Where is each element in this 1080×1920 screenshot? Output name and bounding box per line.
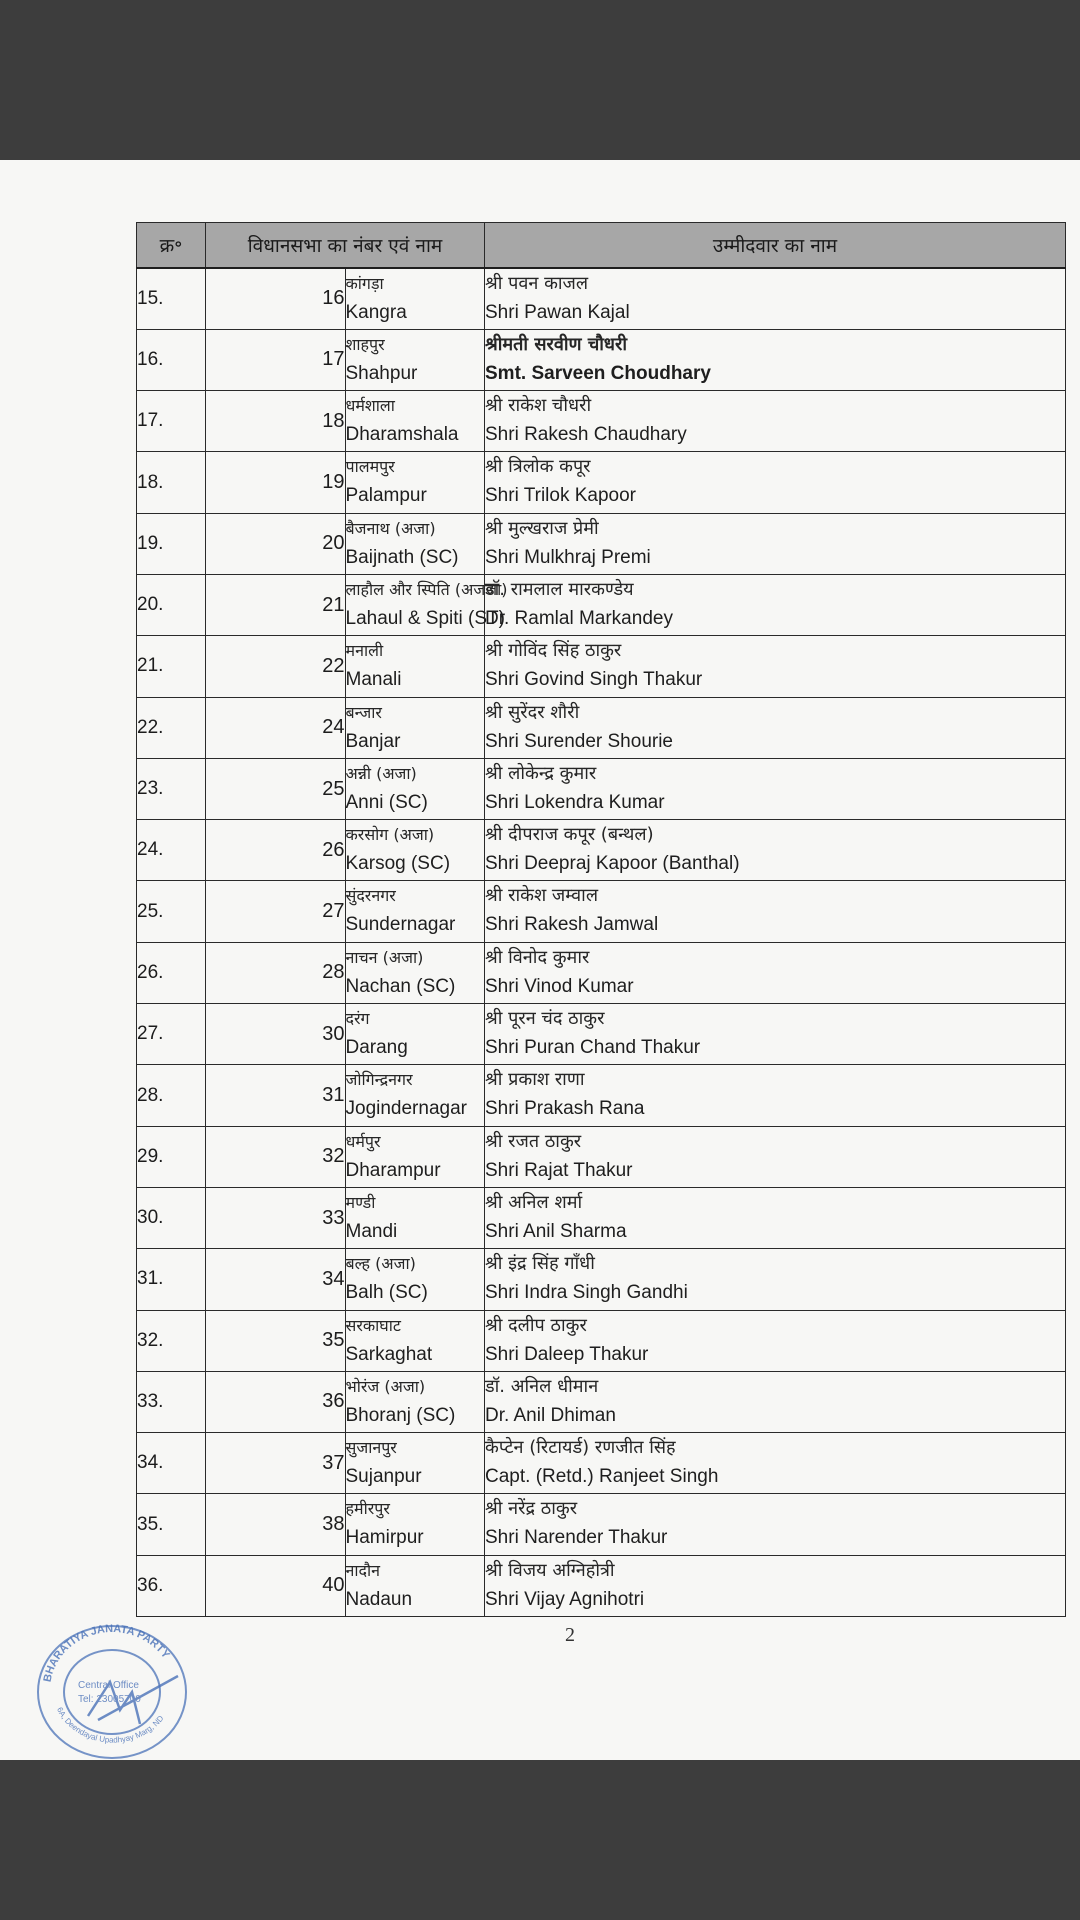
candidate-name-english: Shri Daleep Thakur	[485, 1343, 649, 1365]
candidate-name-hindi: श्री नरेंद्र ठाकुर	[485, 1498, 578, 1520]
candidate-name	[485, 1126, 1066, 1187]
candidate-name-hindi: डॉ. अनिल धीमान	[485, 1375, 599, 1397]
constituency-name-hindi: धर्मपुर	[345, 1131, 381, 1151]
table-row	[137, 1555, 1066, 1616]
candidate-name-hindi: श्री राकेश जम्वाल	[485, 885, 599, 907]
constituency-number: 25	[206, 758, 346, 819]
table-row	[137, 697, 1066, 758]
candidate-name	[485, 820, 1066, 881]
serial-number: 22.	[137, 697, 206, 758]
candidate-name-english: Shri Prakash Rana	[485, 1098, 645, 1120]
constituency-name-english: Nachan (SC)	[345, 975, 456, 997]
header-constituency: विधानसभा का नंबर एवं नाम	[206, 223, 485, 269]
constituency-name-english: Sundernagar	[345, 914, 456, 936]
constituency-name-english: Sarkaghat	[345, 1343, 433, 1365]
table-row	[137, 1187, 1066, 1248]
candidate-name	[485, 1371, 1066, 1432]
candidate-name	[485, 942, 1066, 1003]
table-row	[137, 1433, 1066, 1494]
stamp-inner-text-1: Central Office	[78, 1680, 139, 1691]
constituency-name-hindi: भोरंज (अजा)	[345, 1376, 426, 1396]
candidate-name	[485, 513, 1066, 574]
candidate-name-english: Shri Surender Shourie	[485, 730, 673, 752]
candidate-name-hindi: श्री दलीप ठाकुर	[485, 1314, 587, 1336]
table-row	[137, 636, 1066, 697]
serial-number: 23.	[137, 758, 206, 819]
constituency-number: 35	[206, 1310, 346, 1371]
serial-number: 34.	[137, 1433, 206, 1494]
candidate-name-hindi: श्री विजय अग्निहोत्री	[485, 1559, 615, 1581]
constituency-name-english: Shahpur	[345, 362, 418, 384]
candidate-name-english: Shri Govind Singh Thakur	[485, 669, 703, 691]
candidate-name-hindi: कैप्टेन (रिटायर्ड) रणजीत सिंह	[485, 1437, 676, 1459]
constituency-name-english: Nadaun	[345, 1588, 413, 1610]
stamp-inner-text-2: Tel: 23005700	[78, 1694, 141, 1705]
constituency-name	[345, 1371, 485, 1432]
table-body	[137, 268, 1066, 1617]
candidate-name-hindi: डॉ. रामलाल मारकण्डेय	[485, 578, 634, 600]
page-number: 2	[565, 1624, 575, 1646]
serial-number: 15.	[137, 268, 206, 329]
serial-number: 33.	[137, 1371, 206, 1432]
serial-number: 31.	[137, 1249, 206, 1310]
candidate-name-english: Shri Puran Chand Thakur	[485, 1037, 701, 1059]
constituency-name-hindi: दरंग	[345, 1009, 370, 1029]
svg-text:BHARATIYA JANATA PARTY	[42, 1623, 172, 1683]
candidate-name	[485, 636, 1066, 697]
serial-number: 16.	[137, 329, 206, 390]
constituency-name-english: Palampur	[345, 485, 427, 507]
constituency-number: 34	[206, 1249, 346, 1310]
candidate-name-english: Smt. Sarveen Choudhary	[485, 362, 711, 384]
constituency-number: 31	[206, 1065, 346, 1126]
candidate-name-hindi: श्री अनिल शर्मा	[485, 1191, 583, 1213]
constituency-name	[345, 758, 485, 819]
constituency-number: 17	[206, 329, 346, 390]
candidate-name-english: Capt. (Retd.) Ranjeet Singh	[485, 1466, 719, 1488]
constituency-name-english: Kangra	[345, 302, 407, 323]
candidate-name-english: Shri Anil Sharma	[485, 1220, 627, 1242]
constituency-name	[345, 574, 508, 635]
table-row	[137, 268, 1066, 329]
constituency-number: 36	[206, 1371, 346, 1432]
constituency-name-hindi: करसोग (अजा)	[345, 825, 435, 845]
constituency-name-english: Manali	[345, 669, 402, 691]
serial-number: 21.	[137, 636, 206, 697]
table-row	[137, 1494, 1066, 1555]
serial-number: 36.	[137, 1555, 206, 1616]
document-page	[0, 160, 1080, 1760]
serial-number: 24.	[137, 820, 206, 881]
table-row	[137, 1310, 1066, 1371]
table-row	[137, 758, 1066, 819]
candidate-name	[485, 1065, 1066, 1126]
candidate-name-hindi: श्री रजत ठाकुर	[485, 1130, 582, 1152]
table-row	[137, 1249, 1066, 1310]
table-row	[137, 881, 1066, 942]
constituency-number: 26	[206, 820, 346, 881]
table-row	[137, 329, 1066, 390]
constituency-name	[345, 452, 485, 513]
table-row	[137, 820, 1066, 881]
candidate-name-english: Dr. Anil Dhiman	[485, 1404, 616, 1426]
candidate-name-english: Shri Deepraj Kapoor (Banthal)	[485, 853, 740, 875]
constituency-name-hindi: अन्नी (अजा)	[345, 763, 417, 783]
constituency-name-english: Jogindernagar	[345, 1098, 467, 1120]
constituency-name-hindi: जोगिन्द्रनगर	[345, 1070, 413, 1090]
constituency-name	[345, 513, 485, 574]
constituency-name	[345, 1555, 485, 1616]
constituency-name-english: Dharampur	[345, 1159, 441, 1181]
candidate-name	[485, 697, 1066, 758]
serial-number: 29.	[137, 1126, 206, 1187]
constituency-name-hindi: मण्डी	[345, 1192, 376, 1212]
constituency-number: 18	[206, 391, 346, 452]
candidate-name-hindi: श्री पवन काजल	[485, 273, 589, 294]
constituency-name-hindi: धर्मशाला	[345, 396, 395, 416]
constituency-number: 33	[206, 1187, 346, 1248]
constituency-name-hindi: बल्ह (अजा)	[345, 1254, 416, 1274]
candidate-name	[485, 391, 1066, 452]
candidate-name-english: Dr. Ramlal Markandey	[485, 607, 673, 629]
constituency-name	[345, 1065, 485, 1126]
candidate-name	[485, 1433, 1066, 1494]
constituency-name-english: Dharamshala	[345, 424, 459, 446]
table-row	[137, 1004, 1066, 1065]
constituency-name-english: Baijnath (SC)	[345, 546, 459, 568]
table-row	[137, 574, 1066, 635]
serial-number: 28.	[137, 1065, 206, 1126]
table-row	[137, 1371, 1066, 1432]
constituency-number: 16	[206, 268, 346, 329]
constituency-name-english: Banjar	[345, 730, 401, 752]
constituency-name	[345, 820, 485, 881]
serial-number: 20.	[137, 574, 206, 635]
candidate-name-english: Shri Rakesh Chaudhary	[485, 424, 687, 446]
constituency-number: 21	[206, 574, 346, 635]
constituency-name-english: Anni (SC)	[345, 791, 428, 813]
constituency-name	[345, 636, 485, 697]
candidate-name-hindi: श्री त्रिलोक कपूर	[485, 456, 591, 478]
constituency-number: 22	[206, 636, 346, 697]
candidate-name-hindi: श्री पूरन चंद ठाकुर	[485, 1008, 605, 1030]
constituency-name	[345, 697, 485, 758]
candidate-name-english: Shri Rakesh Jamwal	[485, 914, 659, 936]
serial-number: 18.	[137, 452, 206, 513]
constituency-name	[345, 1249, 485, 1310]
candidate-name	[485, 1004, 1066, 1065]
table-row	[137, 942, 1066, 1003]
constituency-name-english: Bhoranj (SC)	[345, 1404, 456, 1426]
constituency-number: 28	[206, 942, 346, 1003]
constituency-name	[345, 1187, 485, 1248]
constituency-name	[345, 391, 485, 452]
svg-text:6A, Deendayal Upadhyay Marg, N	[55, 1706, 166, 1745]
constituency-name-english: Lahaul & Spiti (ST)	[345, 607, 505, 629]
constituency-number: 32	[206, 1126, 346, 1187]
constituency-number: 38	[206, 1494, 346, 1555]
candidate-name	[485, 1187, 1066, 1248]
table-row	[137, 452, 1066, 513]
serial-number: 27.	[137, 1004, 206, 1065]
constituency-number: 40	[206, 1555, 346, 1616]
constituency-name-hindi: बन्जार	[345, 702, 382, 722]
table-row	[137, 1065, 1066, 1126]
constituency-name	[345, 942, 485, 1003]
constituency-name-english: Mandi	[345, 1220, 398, 1242]
constituency-name-hindi: नाचन (अजा)	[345, 947, 424, 967]
constituency-name-hindi: पालमपुर	[345, 457, 395, 477]
serial-number: 17.	[137, 391, 206, 452]
candidate-name-english: Shri Trilok Kapoor	[485, 485, 637, 507]
candidate-name-hindi: श्री प्रकाश राणा	[485, 1069, 585, 1091]
candidate-name-hindi: श्री दीपराज कपूर (बन्थल)	[485, 824, 654, 846]
constituency-number: 37	[206, 1433, 346, 1494]
constituency-name-hindi: सरकाघाट	[345, 1315, 401, 1335]
table-row	[137, 391, 1066, 452]
candidate-name-hindi: श्री लोकेन्द्र कुमार	[485, 762, 597, 784]
serial-number: 26.	[137, 942, 206, 1003]
constituency-name	[345, 1433, 485, 1494]
candidate-name-hindi: श्री विनोद कुमार	[485, 946, 590, 968]
candidate-name-english: Shri Rajat Thakur	[485, 1159, 633, 1181]
header-candidate: उम्मीदवार का नाम	[485, 223, 1066, 269]
constituency-name	[345, 1004, 485, 1065]
constituency-number: 20	[206, 513, 346, 574]
constituency-number: 27	[206, 881, 346, 942]
serial-number: 35.	[137, 1494, 206, 1555]
candidate-name-english: Shri Narender Thakur	[485, 1527, 668, 1549]
candidate-name-english: Shri Vinod Kumar	[485, 975, 634, 997]
constituency-name-hindi: लाहौल और स्पिति (अजजा)	[345, 579, 508, 599]
candidate-name	[485, 268, 1066, 329]
constituency-name-hindi: शाहपुर	[345, 334, 385, 354]
serial-number: 30.	[137, 1187, 206, 1248]
candidate-table	[136, 222, 1066, 1617]
header-serial: क्र॰	[137, 223, 206, 269]
candidate-name	[485, 1494, 1066, 1555]
constituency-name	[345, 881, 485, 942]
constituency-name	[345, 1494, 485, 1555]
candidate-name-hindi: श्रीमती सरवीण चौधरी	[485, 333, 628, 355]
candidate-name	[485, 574, 1066, 635]
serial-number: 19.	[137, 513, 206, 574]
constituency-name-hindi: सुंदरनगर	[345, 886, 396, 906]
candidate-name-hindi: श्री गोविंद सिंह ठाकुर	[485, 640, 622, 662]
constituency-name-hindi: कांगड़ा	[345, 274, 384, 293]
candidate-name-hindi: श्री मुल्खराज प्रेमी	[485, 517, 599, 539]
candidate-name-english: Shri Lokendra Kumar	[485, 791, 665, 813]
candidate-name-english: Shri Indra Singh Gandhi	[485, 1282, 688, 1304]
candidate-name	[485, 1555, 1066, 1616]
constituency-name-english: Sujanpur	[345, 1466, 422, 1488]
constituency-name-english: Hamirpur	[345, 1527, 424, 1549]
candidate-name-hindi: श्री राकेश चौधरी	[485, 395, 592, 417]
candidate-name-hindi: श्री सुरेंदर शौरी	[485, 701, 580, 723]
constituency-name	[345, 329, 485, 390]
constituency-name	[345, 1310, 485, 1371]
candidate-name	[485, 1249, 1066, 1310]
stamp-ring-text: BHARATIYA JANATA PARTY	[41, 1622, 172, 1684]
constituency-name-english: Balh (SC)	[345, 1282, 428, 1304]
constituency-name-hindi: सुजानपुर	[345, 1438, 397, 1458]
candidate-name-english: Shri Pawan Kajal	[485, 302, 630, 323]
serial-number: 25.	[137, 881, 206, 942]
table-header-row	[137, 223, 1066, 269]
candidate-name	[485, 329, 1066, 390]
constituency-name-hindi: मनाली	[345, 641, 384, 661]
constituency-name-hindi: नादौन	[345, 1560, 381, 1580]
candidate-name	[485, 881, 1066, 942]
party-stamp	[28, 1612, 208, 1762]
table-row	[137, 1126, 1066, 1187]
constituency-number: 19	[206, 452, 346, 513]
constituency-number: 30	[206, 1004, 346, 1065]
table-row	[137, 513, 1066, 574]
candidate-name-english: Shri Vijay Agnihotri	[485, 1588, 645, 1610]
candidate-name	[485, 452, 1066, 513]
candidate-name	[485, 758, 1066, 819]
constituency-name-hindi: बैजनाथ (अजा)	[345, 518, 436, 538]
constituency-name-hindi: हमीरपुर	[345, 1499, 390, 1519]
constituency-name-english: Karsog (SC)	[345, 853, 451, 875]
candidate-name-english: Shri Mulkhraj Premi	[485, 546, 651, 568]
constituency-name	[345, 268, 485, 329]
serial-number: 32.	[137, 1310, 206, 1371]
stamp-bottom-text: 6A, Deendayal Upadhyay Marg, ND	[55, 1705, 166, 1745]
candidate-name-hindi: श्री इंद्र सिंह गाँधी	[485, 1253, 595, 1275]
constituency-number: 24	[206, 697, 346, 758]
constituency-name-english: Darang	[345, 1037, 408, 1059]
constituency-name	[345, 1126, 485, 1187]
candidate-name	[485, 1310, 1066, 1371]
